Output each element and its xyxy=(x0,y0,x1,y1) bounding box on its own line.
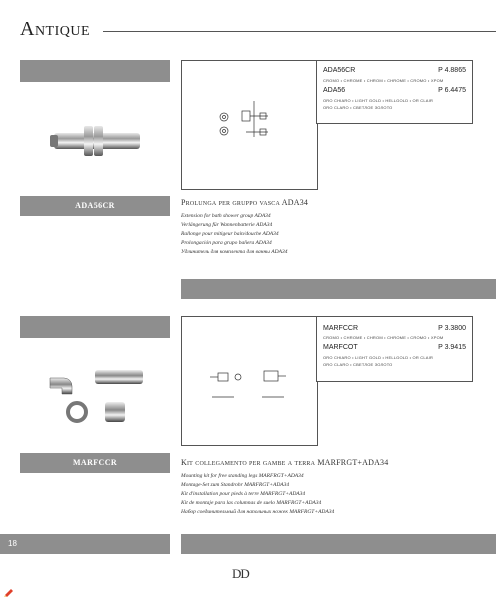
header-rule xyxy=(103,31,496,32)
description-line: Удлинитель для комплекта для ванны ADA34 xyxy=(181,249,288,255)
description-line: Montage-Set zum Standrohr MARFRGT+ADA34 xyxy=(181,482,290,488)
variant-price: P 3.9415 xyxy=(438,344,466,351)
variant-finishes: ORO CHIARO • LIGHT GOLD • HELLGOLD • OR CLAIR xyxy=(323,355,434,360)
price-box xyxy=(316,316,473,382)
description-line: Mounting kit for free standing legs MARFRGT+ADA34 xyxy=(181,473,304,479)
product-label: ADA56CR xyxy=(20,196,170,216)
technical-drawing-svg xyxy=(182,61,317,189)
product-photo xyxy=(20,338,170,453)
pencil-icon xyxy=(4,584,14,594)
variant-finishes: ORO CLARO • СВЕТЛОЕ ЗОЛОТО xyxy=(323,362,393,367)
description-line: Extension for bath shower group ADA34 xyxy=(181,213,271,219)
mounting-kit-image xyxy=(20,338,170,453)
page-title: Antique xyxy=(20,18,91,40)
section-divider-bar xyxy=(181,279,496,299)
technical-drawing xyxy=(181,316,318,446)
variant-code: MARFCOT xyxy=(323,344,358,351)
extension-pipe-image xyxy=(20,82,170,196)
variant-finishes: ORO CLARO • СВЕТЛОЕ ЗОЛОТО xyxy=(323,105,393,110)
technical-drawing xyxy=(181,60,318,190)
variant-code: ADA56 xyxy=(323,87,346,94)
footer-bar xyxy=(181,534,496,554)
description-line: Kit de montaje para las columnas de suelo MARFRGT+ADA34 xyxy=(181,500,322,506)
variant-price: P 6.4475 xyxy=(438,87,466,94)
product-photo xyxy=(20,82,170,196)
product-label: MARFCCR xyxy=(20,453,170,473)
variant-price: P 3.3800 xyxy=(438,325,466,332)
description-line: Prolongación para grupo bañera ADA34 xyxy=(181,240,272,246)
variant-finishes: CROMO • CHROME • CHROM • CHROME • CROMO • XPOM xyxy=(323,335,444,340)
description-line: Набор соединительный для напольных ножек MARFRGT+ADA34 xyxy=(181,509,335,515)
product-photo-header xyxy=(20,316,170,338)
variant-code: ADA56CR xyxy=(323,67,356,74)
page-number-bar xyxy=(0,534,170,554)
description-title: Prolunga per gruppo vasca ADA34 xyxy=(181,198,309,207)
description-line: Kit d'installation pour pieds à terre MARFRGT+ADA34 xyxy=(181,491,306,497)
product-photo-header xyxy=(20,60,170,82)
variant-code: MARFCCR xyxy=(323,325,358,332)
pencil-icon-svg xyxy=(4,587,14,597)
variant-price: P 4.8865 xyxy=(438,67,466,74)
description-line: Rallonge pour mitigeur bain/douche ADA34 xyxy=(181,231,279,237)
brand-logo: DD xyxy=(232,566,249,581)
variant-finishes: CROMO • CHROME • CHROM • CHROME • CROMO • XPOM xyxy=(323,78,444,83)
description-line: Verlängerung für Wannenbatterie ADA34 xyxy=(181,222,273,228)
technical-drawing-svg xyxy=(182,317,317,445)
price-box xyxy=(316,60,473,124)
page-number: 18 xyxy=(8,539,17,548)
variant-finishes: ORO CHIARO • LIGHT GOLD • HELLGOLD • OR CLAIR xyxy=(323,98,434,103)
description-title: Kit collegamento per gambe a terra MARFRGT+ADA34 xyxy=(181,458,389,467)
